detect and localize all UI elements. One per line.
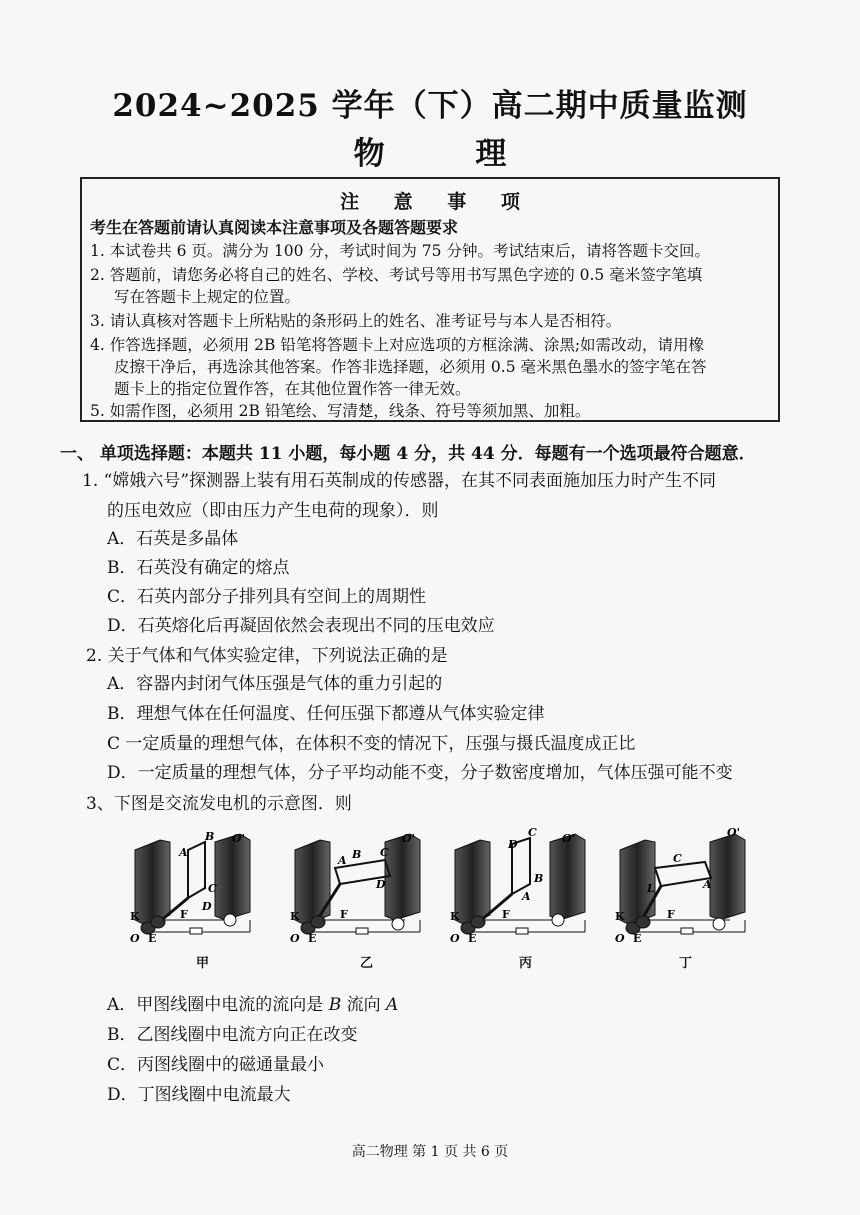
notice-box: [80, 177, 780, 422]
q1-option-d: D．石英熔化后再凝固依然会表现出不同的压电效应: [107, 616, 495, 636]
notice-line: 3. 请认真核对答题卡上所粘贴的条形码上的姓名、准考证号与本人是否相符。: [90, 312, 622, 330]
q3-option-a-mid: 流向: [341, 995, 386, 1015]
diagram-bing: [450, 826, 585, 945]
subject-title: 物 理: [353, 136, 547, 172]
fig-letter: D: [508, 838, 518, 851]
figure-label-ding: 丁: [679, 956, 693, 971]
question-3-stem: 3、下图是交流发电机的示意图．则: [86, 794, 352, 814]
fig-letter: E: [148, 932, 157, 945]
fig-letter: D: [376, 878, 386, 891]
generator-diagrams: [130, 820, 750, 970]
question-2-stem: 2. 关于气体和气体实验定律，下列说法正确的是: [86, 646, 448, 666]
notice-line: 4. 作答选择题，必须用 2B 铅笔将答题卡上对应选项的方框涂满、涂黑;如需改动，请用橡: [90, 336, 705, 354]
q3-option-a-to: A: [386, 995, 399, 1015]
notice-line: 2. 答题前，请您务必将自己的姓名、学校、考试号等用书写黑色字迹的 0.5 毫米签字笔填: [90, 266, 703, 284]
notice-line: 写在答题卡上规定的位置。: [114, 288, 301, 306]
fig-letter: C: [208, 882, 217, 895]
fig-letter: F: [667, 908, 675, 921]
question-1-stem: 1. “嫦娥六号”探测器上装有用石英制成的传感器，在其不同表面施加压力时产生不同: [82, 471, 717, 491]
diagram-yi: [290, 832, 420, 945]
fig-letter: K: [450, 910, 460, 923]
q3-option-d: D．丁图线圈中电流最大: [107, 1085, 291, 1105]
figure-label-jia: 甲: [196, 956, 210, 971]
fig-letter: C: [673, 852, 682, 865]
diagram-ding: [615, 826, 745, 945]
fig-letter: C: [380, 846, 389, 859]
figure-label-yi: 乙: [360, 956, 374, 971]
fig-letter: O: [130, 932, 140, 945]
q3-option-a-text: A．甲图线圈中电流的流向是: [107, 995, 329, 1015]
fig-letter: B: [205, 830, 215, 843]
fig-letter: C: [528, 826, 537, 839]
fig-letter: K: [130, 910, 140, 923]
q1-option-a: A．石英是多晶体: [107, 529, 239, 549]
q3-option-c: C．丙图线圈中的磁通量最小: [107, 1055, 325, 1075]
fig-letter: L: [647, 882, 655, 895]
q2-option-c: C 一定质量的理想气体，在体积不变的情况下，压强与摄氏温度成正比: [107, 734, 636, 754]
fig-letter: O': [562, 832, 575, 845]
section-heading: 一、 单项选择题：本题共 11 小题，每小题 4 分，共 44 分．每题有一个选项最符合题意．: [60, 444, 756, 464]
fig-letter: E: [468, 932, 477, 945]
notice-line: 题卡上的指定位置作答，在其他位置作答一律无效。: [114, 380, 471, 398]
fig-letter: F: [180, 908, 188, 921]
page-footer: 高二物理 第 1 页 共 6 页: [351, 1144, 509, 1160]
fig-letter: E: [633, 932, 642, 945]
fig-letter: F: [502, 908, 510, 921]
q2-option-d: D．一定质量的理想气体，分子平均动能不变，分子数密度增加，气体压强可能不变: [107, 763, 733, 783]
q3-option-a: [107, 990, 398, 1015]
fig-letter: O: [615, 932, 625, 945]
notice-heading: 注 意 事 项: [340, 191, 534, 213]
q1-option-b: B．石英没有确定的熔点: [107, 558, 290, 578]
fig-letter: O: [450, 932, 460, 945]
notice-line: 皮擦干净后，再选涂其他答案。作答非选择题，必须用 0.5 毫米黑色墨水的签字笔在答: [114, 358, 707, 376]
fig-letter: O: [290, 932, 300, 945]
notice-subheading: 考生在答题前请认真阅读本注意事项及各题答题要求: [90, 218, 459, 237]
notice-line: 1. 本试卷共 6 页。满分为 100 分，考试时间为 75 分钟。考试结束后，请将答题卡交回。: [90, 242, 710, 260]
fig-letter: D: [202, 900, 212, 913]
fig-letter: B: [352, 848, 362, 861]
q3-option-a-from: B: [328, 995, 342, 1015]
question-1-stem-cont: 的压电效应（即由压力产生电荷的现象）．则: [107, 501, 439, 521]
fig-letter: O': [232, 832, 245, 845]
q2-option-a: A．容器内封闭气体压强是气体的重力引起的: [107, 674, 443, 694]
fig-letter: A: [703, 878, 712, 891]
fig-letter: E: [308, 932, 317, 945]
q2-option-b: B．理想气体在任何温度、任何压强下都遵从气体实验定律: [107, 704, 545, 724]
fig-letter: F: [340, 908, 348, 921]
exam-title: 2024~2025 学年（下）高二期中质量监测: [112, 88, 748, 124]
q1-option-c: C．石英内部分子排列具有空间上的周期性: [107, 587, 427, 607]
fig-letter: K: [615, 910, 625, 923]
fig-letter: A: [179, 846, 188, 859]
notice-line: 5. 如需作图，必须用 2B 铅笔绘、写清楚，线条、符号等须加黑、加粗。: [90, 402, 591, 420]
diagram-jia: [130, 830, 250, 945]
figure-label-bing: 丙: [519, 956, 533, 971]
fig-letter: A: [522, 890, 531, 903]
fig-letter: O': [727, 826, 740, 839]
fig-letter: K: [290, 910, 300, 923]
q3-option-b: B．乙图线圈中电流方向正在改变: [107, 1025, 358, 1045]
fig-letter: A: [338, 854, 347, 867]
fig-letter: O': [402, 832, 415, 845]
fig-letter: B: [534, 872, 544, 885]
